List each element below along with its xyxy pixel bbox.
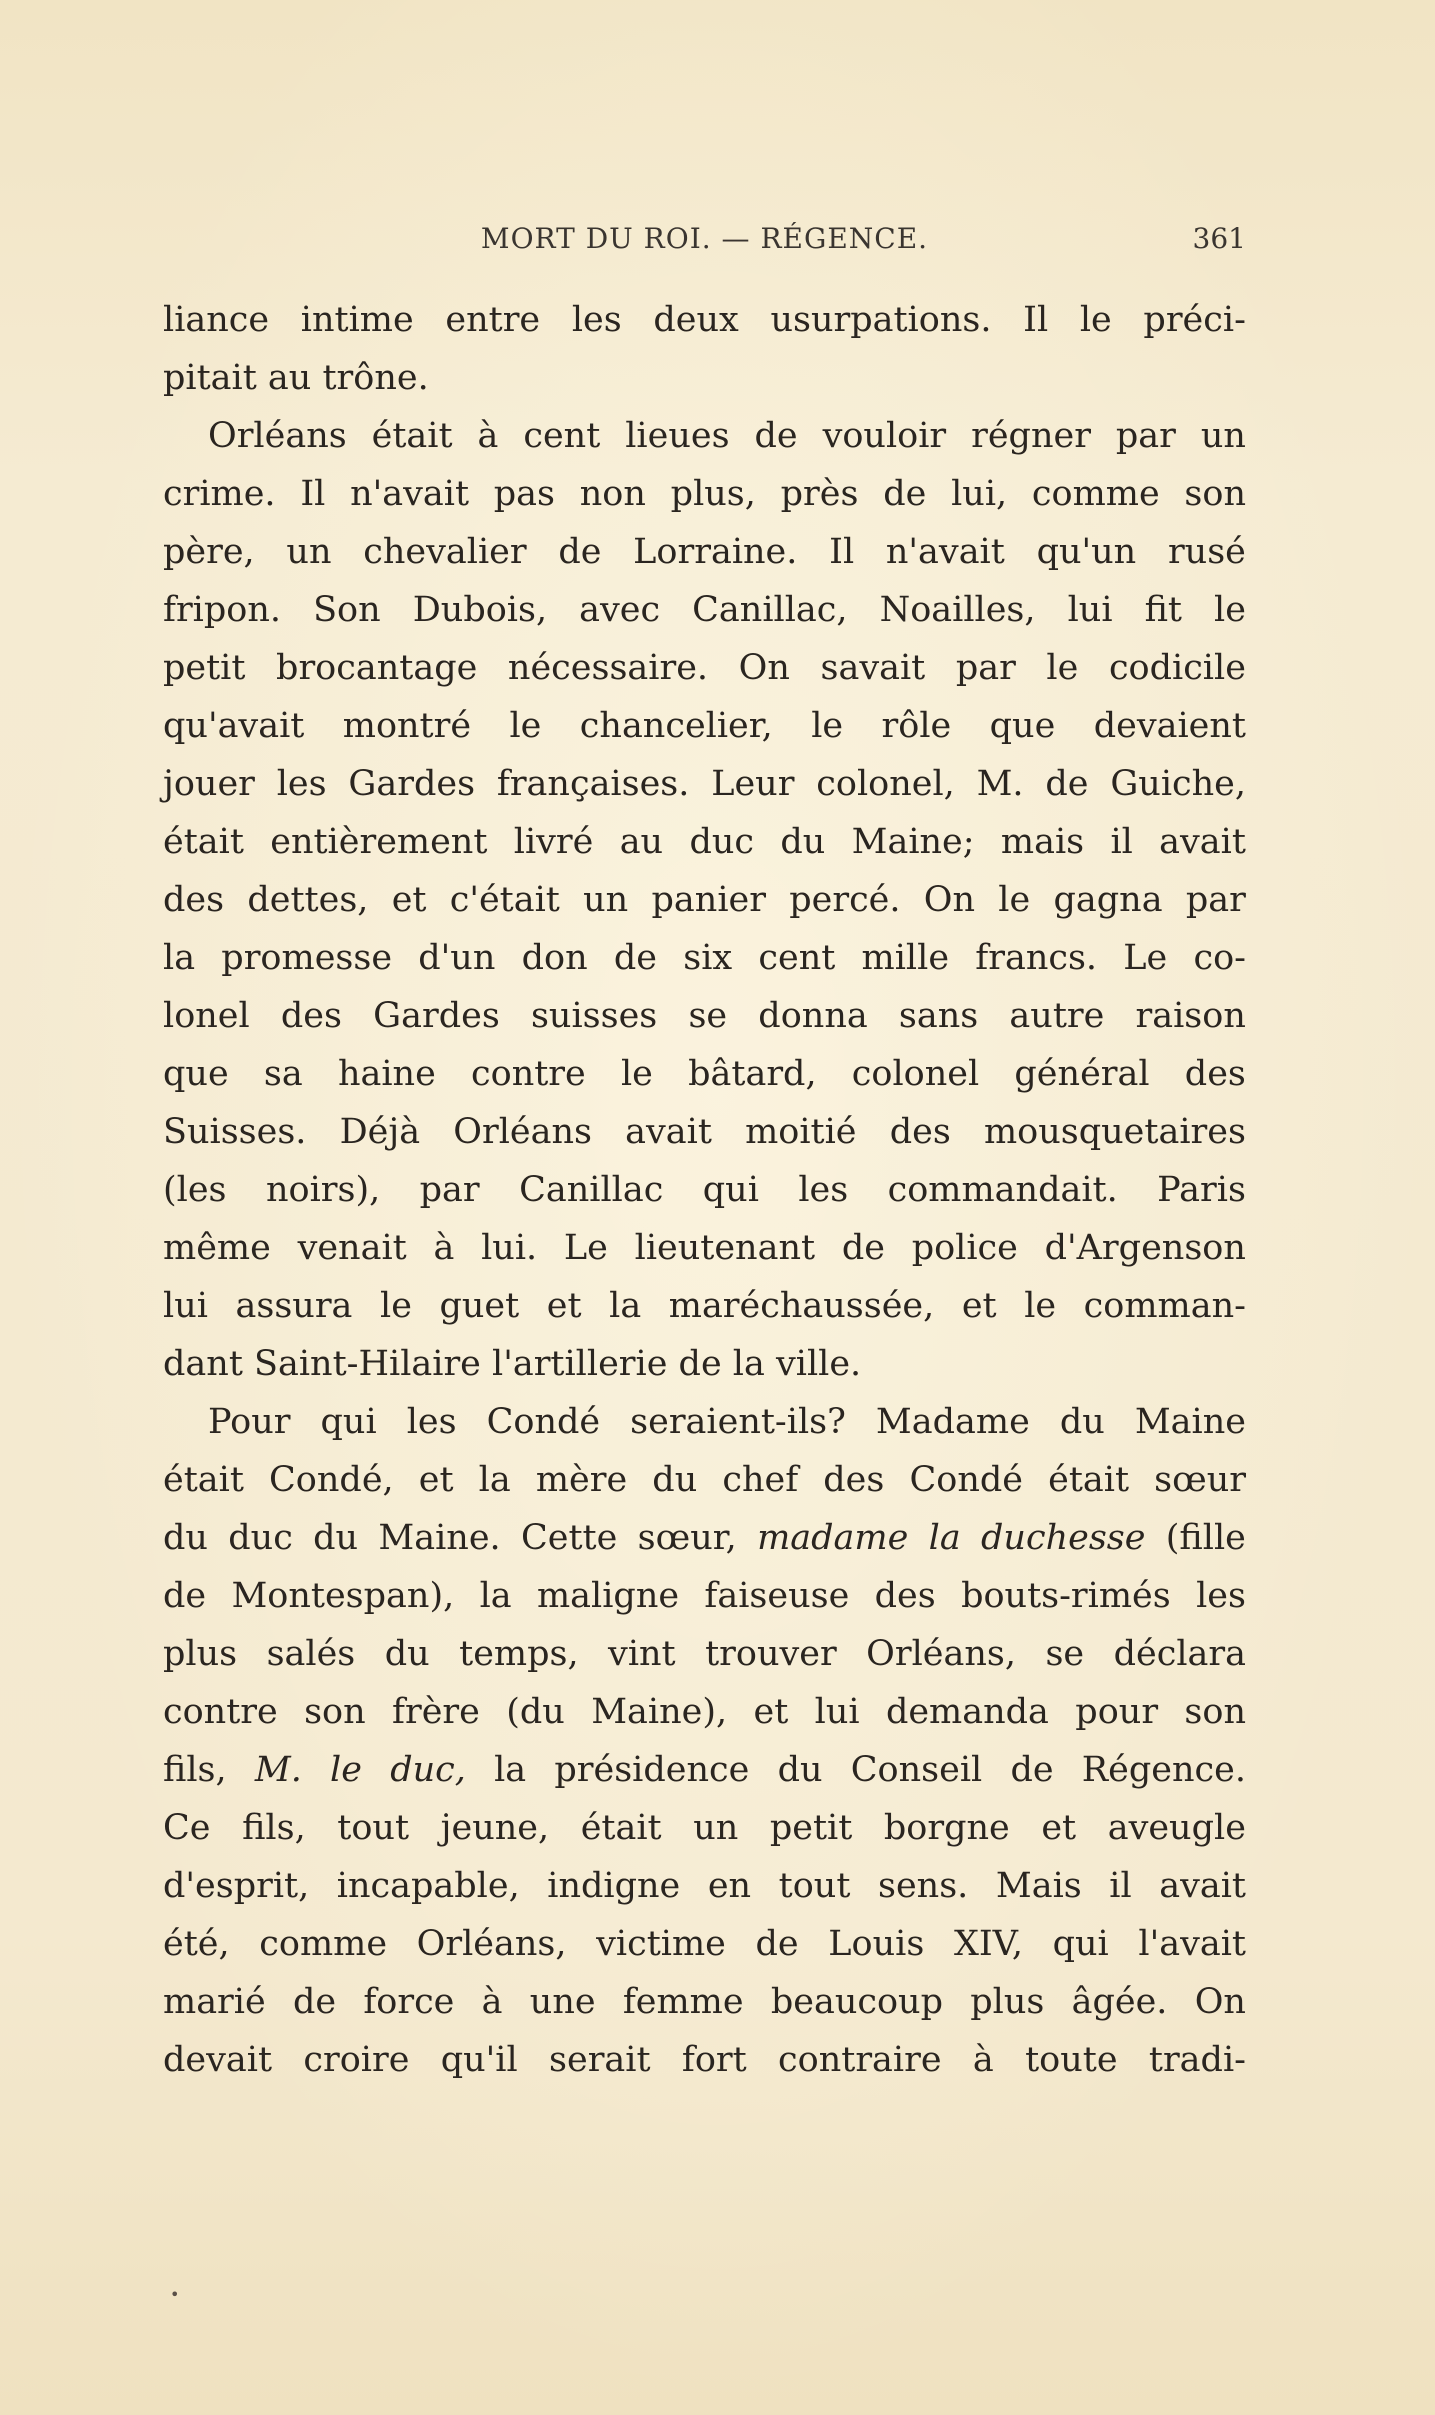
text-line: lui assura le guet et la maréchaussée, et le comman- [163,1286,1246,1326]
text-line: jouer les Gardes françaises. Leur colonel, M. de Guiche, [163,764,1246,804]
page-number: 361 [1192,222,1246,255]
text-line: de Montespan), la maligne faiseuse des bouts-rimés les [163,1576,1246,1616]
text-line: que sa haine contre le bâtard, colonel général des [163,1054,1246,1094]
text-line: était entièrement livré au duc du Maine; mais il avait [163,822,1246,862]
text-line: Pour qui les Condé seraient-ils? Madame du Maine [208,1402,1246,1442]
text-line: dant Saint-Hilaire l'artillerie de la ville. [163,1344,862,1384]
text-line: plus salés du temps, vint trouver Orléans, se déclara [163,1634,1246,1674]
text-line: pitait au trône. [163,358,429,398]
text-line: été, comme Orléans, victime de Louis XIV, qui l'avait [163,1924,1246,1964]
text-line: qu'avait montré le chancelier, le rôle que devaient [163,706,1246,746]
text-line: fils, M. le duc, la présidence du Conseil de Régence. [163,1750,1246,1790]
text-line: même venait à lui. Le lieutenant de police d'Argenson [163,1228,1246,1268]
text-line: marié de force à une femme beaucoup plus âgée. On [163,1982,1246,2022]
text-line: Orléans était à cent lieues de vouloir régner par un [208,416,1246,456]
text-line: Ce fils, tout jeune, était un petit borgne et aveugle [163,1808,1246,1848]
text-line: fripon. Son Dubois, avec Canillac, Noailles, lui fit le [163,590,1246,630]
text-line: (les noirs), par Canillac qui les commandait. Paris [163,1170,1246,1210]
running-title: MORT DU ROI. — RÉGENCE. [480,222,929,255]
text-line: Suisses. Déjà Orléans avait moitié des mousquetaires [163,1112,1246,1152]
text-line: petit brocantage nécessaire. On savait par le codicile [163,648,1246,688]
text-line: crime. Il n'avait pas non plus, près de lui, comme son [163,474,1246,514]
text-line: d'esprit, incapable, indigne en tout sens. Mais il avait [163,1866,1246,1906]
text-line: du duc du Maine. Cette sœur, madame la duchesse (fille [163,1518,1246,1558]
body-text [163,291,1246,2089]
text-line: la promesse d'un don de six cent mille francs. Le co- [163,938,1246,978]
text-line: liance intime entre les deux usurpations. Il le préci- [163,300,1246,340]
ink-speck: • [170,2285,180,2304]
text-line: devait croire qu'il serait fort contraire à toute tradi- [163,2040,1246,2080]
text-line: des dettes, et c'était un panier percé. On le gagna par [163,880,1246,920]
text-line: contre son frère (du Maine), et lui demanda pour son [163,1692,1246,1732]
text-line: père, un chevalier de Lorraine. Il n'avait qu'un rusé [163,532,1246,572]
text-line: était Condé, et la mère du chef des Condé était sœur [163,1460,1246,1500]
running-head [163,222,1246,262]
text-line: lonel des Gardes suisses se donna sans autre raison [163,996,1246,1036]
